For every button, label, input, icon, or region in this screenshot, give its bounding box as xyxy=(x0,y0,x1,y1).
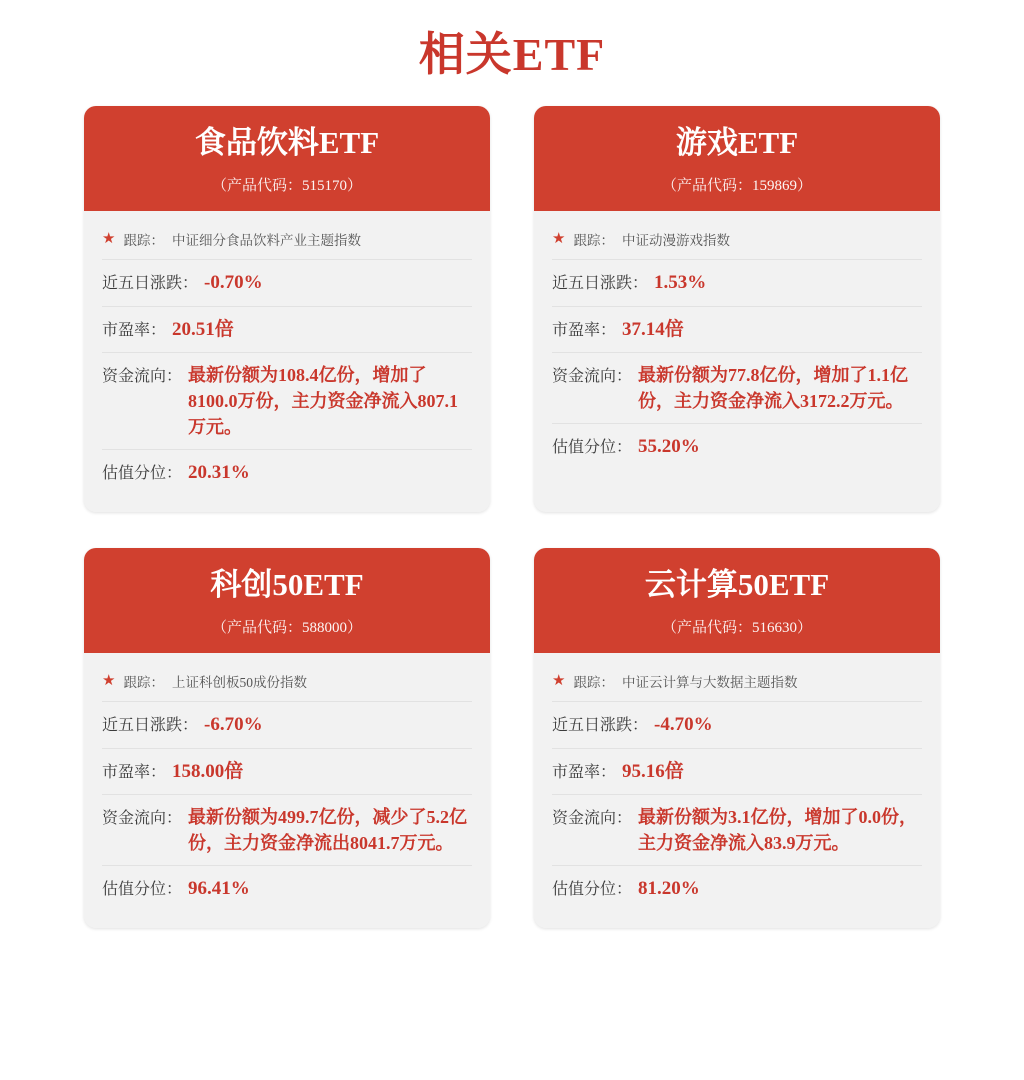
etf-five-day-label: 近五日涨跌： xyxy=(102,717,199,735)
etf-pe-value: 20.51倍 xyxy=(172,318,234,340)
etf-percentile-row xyxy=(102,449,472,496)
etf-track-label: 跟踪： xyxy=(573,233,614,249)
etf-track-value: 中证细分食品饮料产业主题指数 xyxy=(171,233,361,249)
star-icon: ★ xyxy=(102,672,116,689)
etf-flow-value: 最新份额为499.7亿份，减少了5.2亿份，主力资金净流出8041.7万元。 xyxy=(188,807,468,854)
etf-track-label: 跟踪： xyxy=(123,233,164,249)
etf-percentile-value: 20.31% xyxy=(188,462,250,484)
etf-track-value: 中证云计算与大数据主题指数 xyxy=(621,675,798,691)
etf-pe-row xyxy=(552,748,922,795)
etf-flow-label: 资金流向： xyxy=(102,810,183,828)
etf-code: （产品代码：515170） xyxy=(211,178,362,195)
etf-code: （产品代码：516630） xyxy=(661,620,812,637)
etf-percentile-row xyxy=(552,865,922,912)
etf-five-day-label: 近五日涨跌： xyxy=(552,275,649,293)
etf-pe-value: 37.14倍 xyxy=(622,318,684,340)
star-icon: ★ xyxy=(102,230,116,247)
etf-pe-label: 市盈率： xyxy=(552,763,617,781)
etf-percentile-label: 估值分位： xyxy=(102,465,183,483)
etf-pe-label: 市盈率： xyxy=(102,321,167,339)
etf-percentile-label: 估值分位： xyxy=(552,439,633,457)
etf-five-day-value: -6.70% xyxy=(204,714,263,736)
etf-card[interactable] xyxy=(534,106,940,512)
etf-track-row xyxy=(552,667,922,701)
etf-flow-value: 最新份额为108.4亿份，增加了8100.0万份，主力资金净流入807.1万元。 xyxy=(188,365,459,438)
etf-five-day-value: 1.53% xyxy=(654,272,707,294)
etf-five-day-value: -4.70% xyxy=(654,714,713,736)
page-title: 相关ETF xyxy=(418,29,606,80)
etf-card[interactable] xyxy=(84,548,490,928)
etf-five-day-row xyxy=(552,259,922,306)
etf-card-header xyxy=(534,548,940,653)
etf-code: （产品代码：588000） xyxy=(211,620,362,637)
etf-pe-value: 95.16倍 xyxy=(622,760,684,782)
etf-five-day-row xyxy=(102,259,472,306)
etf-card-body xyxy=(534,653,940,928)
etf-code: （产品代码：159869） xyxy=(661,178,812,195)
etf-flow-value: 最新份额为77.8亿份，增加了1.1亿份，主力资金净流入3172.2万元。 xyxy=(638,365,909,412)
etf-flow-row xyxy=(102,794,472,865)
star-icon: ★ xyxy=(552,230,566,247)
etf-name: 云计算50ETF xyxy=(644,567,830,603)
star-icon: ★ xyxy=(552,672,566,689)
etf-track-value: 中证动漫游戏指数 xyxy=(621,233,730,249)
etf-card-body xyxy=(534,211,940,486)
etf-name: 游戏ETF xyxy=(675,125,799,160)
etf-pe-label: 市盈率： xyxy=(552,321,617,339)
etf-card-body xyxy=(84,211,490,512)
etf-track-row xyxy=(102,667,472,701)
etf-track-value: 上证科创板50成份指数 xyxy=(171,675,307,691)
etf-flow-row xyxy=(102,352,472,449)
etf-percentile-value: 55.20% xyxy=(638,436,700,458)
etf-name: 科创50ETF xyxy=(210,567,364,603)
etf-card-grid xyxy=(0,106,1024,928)
etf-card-header xyxy=(84,548,490,653)
etf-track-row xyxy=(102,225,472,259)
etf-track-label: 跟踪： xyxy=(573,675,614,691)
etf-card-header xyxy=(84,106,490,211)
etf-percentile-label: 估值分位： xyxy=(102,881,183,899)
etf-five-day-row xyxy=(102,701,472,748)
etf-flow-value: 最新份额为3.1亿份，增加了0.0份，主力资金净流入83.9万元。 xyxy=(638,807,918,854)
etf-flow-row xyxy=(552,794,922,865)
etf-flow-label: 资金流向： xyxy=(552,810,633,828)
etf-card[interactable] xyxy=(84,106,490,512)
etf-five-day-label: 近五日涨跌： xyxy=(102,275,199,293)
etf-flow-label: 资金流向： xyxy=(102,368,183,386)
etf-card-header xyxy=(534,106,940,211)
etf-flow-row xyxy=(552,352,922,423)
etf-name: 食品饮料ETF xyxy=(194,125,380,160)
etf-five-day-label: 近五日涨跌： xyxy=(552,717,649,735)
etf-percentile-row xyxy=(552,423,922,470)
etf-percentile-row xyxy=(102,865,472,912)
etf-track-row xyxy=(552,225,922,259)
etf-card[interactable] xyxy=(534,548,940,928)
etf-percentile-value: 96.41% xyxy=(188,878,250,900)
etf-pe-row xyxy=(102,748,472,795)
etf-pe-label: 市盈率： xyxy=(102,763,167,781)
etf-pe-value: 158.00倍 xyxy=(172,760,244,782)
etf-percentile-value: 81.20% xyxy=(638,878,700,900)
etf-percentile-label: 估值分位： xyxy=(552,881,633,899)
etf-five-day-value: -0.70% xyxy=(204,272,263,294)
etf-five-day-row xyxy=(552,701,922,748)
etf-pe-row xyxy=(552,306,922,353)
etf-track-label: 跟踪： xyxy=(123,675,164,691)
etf-pe-row xyxy=(102,306,472,353)
etf-card-body xyxy=(84,653,490,928)
etf-flow-label: 资金流向： xyxy=(552,368,633,386)
